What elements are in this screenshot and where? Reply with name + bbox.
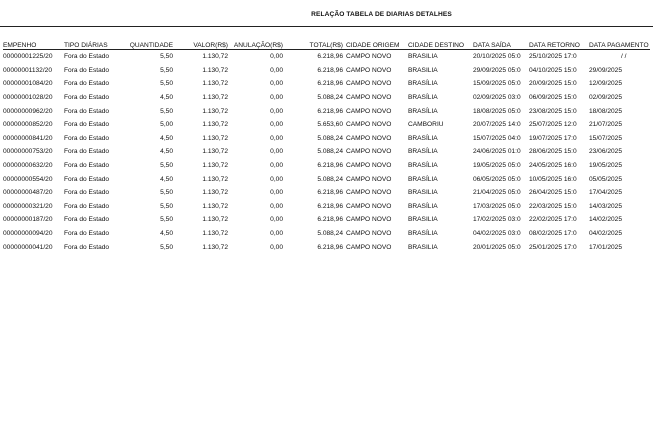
- report-title: RELAÇÃO TABELA DE DIARIAS DETALHES: [311, 11, 452, 18]
- cell-saida: 20/07/2025 14:0: [473, 121, 521, 129]
- cell-anulacao: 0,00: [270, 189, 283, 197]
- col-header-empenho: EMPENHO: [3, 40, 64, 50]
- cell-retorno: 25/01/2025 17:0: [529, 243, 577, 251]
- cell-tipo: Fora do Estado: [64, 94, 110, 102]
- col-header-destino: CIDADE DESTINO: [405, 40, 470, 50]
- cell-empenho: 00000000187/20: [3, 216, 53, 224]
- cell-quantidade: 5,50: [160, 216, 173, 224]
- cell-empenho: 00000000041/20: [3, 243, 53, 251]
- cell-saida: 15/07/2025 04:0: [473, 134, 521, 142]
- cell-retorno: 28/06/2025 15:0: [529, 148, 577, 156]
- cell-tipo: Fora do Estado: [64, 162, 110, 170]
- cell-destino: BRASÍLIA: [408, 175, 438, 183]
- table-header-row: [3, 40, 650, 50]
- cell-quantidade: 5,50: [160, 66, 173, 74]
- cell-pagamento: 23/06/2025: [589, 148, 623, 156]
- cell-total: 5.088,24: [317, 230, 343, 238]
- cell-pagamento: 17/04/2025: [589, 189, 623, 197]
- cell-valor: 1.130,72: [202, 189, 228, 197]
- cell-total: 6.218,96: [317, 107, 343, 115]
- cell-valor: 1.130,72: [202, 66, 228, 74]
- cell-quantidade: 5,50: [160, 107, 173, 115]
- cell-anulacao: 0,00: [270, 134, 283, 142]
- cell-valor: 1.130,72: [202, 148, 228, 156]
- cell-destino: BRASÍLIA: [408, 134, 438, 142]
- cell-total: 6.218,96: [317, 243, 343, 251]
- cell-tipo: Fora do Estado: [64, 230, 110, 238]
- table-row: [3, 159, 650, 173]
- cell-pagamento: 14/03/2025: [589, 202, 623, 210]
- col-header-quantidade: QUANTIDADE: [119, 40, 173, 50]
- cell-pagamento: 19/05/2025: [589, 162, 623, 170]
- diarias-table: [3, 40, 650, 254]
- cell-total: 5.088,24: [317, 175, 343, 183]
- cell-anulacao: 0,00: [270, 53, 283, 61]
- cell-saida: 06/05/2025 05:0: [473, 175, 521, 183]
- cell-origem: CAMPO NOVO: [346, 53, 392, 61]
- cell-destino: BRASILIA: [408, 216, 438, 224]
- cell-valor: 1.130,72: [202, 121, 228, 129]
- cell-retorno: 04/10/2025 15:0: [529, 66, 577, 74]
- cell-origem: CAMPO NOVO: [346, 202, 392, 210]
- table-row: [3, 240, 650, 254]
- cell-anulacao: 0,00: [270, 162, 283, 170]
- cell-tipo: Fora do Estado: [64, 134, 110, 142]
- report-header: [0, 0, 653, 27]
- cell-anulacao: 0,00: [270, 216, 283, 224]
- cell-origem: CAMPO NOVO: [346, 189, 392, 197]
- cell-anulacao: 0,00: [270, 94, 283, 102]
- cell-anulacao: 0,00: [270, 148, 283, 156]
- cell-tipo: Fora do Estado: [64, 121, 110, 129]
- cell-empenho: 00000001028/20: [3, 94, 53, 102]
- cell-retorno: 25/07/2025 12:0: [529, 121, 577, 129]
- cell-origem: CAMPO NOVO: [346, 66, 392, 74]
- cell-tipo: Fora do Estado: [64, 53, 110, 61]
- cell-destino: BRASÍLIA: [408, 80, 438, 88]
- table-row: [3, 64, 650, 78]
- cell-tipo: Fora do Estado: [64, 175, 110, 183]
- table-row: [3, 145, 650, 159]
- table-row: [3, 200, 650, 214]
- cell-empenho: 00000000753/20: [3, 148, 53, 156]
- cell-pagamento: 15/07/2025: [589, 134, 623, 142]
- cell-valor: 1.130,72: [202, 202, 228, 210]
- cell-quantidade: 5,50: [160, 243, 173, 251]
- cell-retorno: 20/09/2025 15:0: [529, 80, 577, 88]
- cell-valor: 1.130,72: [202, 230, 228, 238]
- table-row: [3, 186, 650, 200]
- cell-destino: BRASÍLIA: [408, 107, 438, 115]
- cell-empenho: 00000000094/20: [3, 230, 53, 238]
- cell-quantidade: 4,50: [160, 175, 173, 183]
- cell-origem: CAMPO NOVO: [346, 80, 392, 88]
- cell-retorno: 19/07/2025 17:0: [529, 134, 577, 142]
- cell-empenho: 00000000321/20: [3, 202, 53, 210]
- cell-origem: CAMPO NOVO: [346, 134, 392, 142]
- cell-destino: BRASÍLIA: [408, 162, 438, 170]
- cell-retorno: 24/05/2025 16:0: [529, 162, 577, 170]
- cell-destino: CAMBORIU: [408, 121, 444, 129]
- table-row: [3, 77, 650, 91]
- cell-empenho: 00000001225/20: [3, 53, 53, 61]
- cell-total: 6.218,96: [317, 66, 343, 74]
- table-row: [3, 118, 650, 132]
- cell-total: 5.088,24: [317, 134, 343, 142]
- table-row: [3, 50, 650, 64]
- cell-anulacao: 0,00: [270, 175, 283, 183]
- cell-retorno: 06/09/2025 15:0: [529, 94, 577, 102]
- cell-quantidade: 5,50: [160, 162, 173, 170]
- cell-empenho: 00000000632/20: [3, 162, 53, 170]
- cell-anulacao: 0,00: [270, 107, 283, 115]
- cell-saida: 02/09/2025 03:0: [473, 94, 521, 102]
- cell-anulacao: 0,00: [270, 80, 283, 88]
- cell-anulacao: 0,00: [270, 121, 283, 129]
- cell-empenho: 00000000487/20: [3, 189, 53, 197]
- cell-valor: 1.130,72: [202, 107, 228, 115]
- cell-origem: CAMPO NOVO: [346, 216, 392, 224]
- cell-total: 5.088,24: [317, 94, 343, 102]
- cell-saida: 20/10/2025 05:0: [473, 53, 521, 61]
- cell-origem: CAMPO NOVO: [346, 230, 392, 238]
- cell-pagamento: 29/09/2025: [589, 66, 623, 74]
- cell-tipo: Fora do Estado: [64, 80, 110, 88]
- cell-destino: BRASILIA: [408, 243, 438, 251]
- cell-quantidade: 5,50: [160, 80, 173, 88]
- cell-tipo: Fora do Estado: [64, 189, 110, 197]
- cell-destino: BRASILIA: [408, 66, 438, 74]
- cell-empenho: 00000000852/20: [3, 121, 53, 129]
- cell-saida: 17/02/2025 03:0: [473, 216, 521, 224]
- col-header-retorno: DATA RETORNO: [526, 40, 586, 50]
- cell-saida: 15/09/2025 05:0: [473, 80, 521, 88]
- cell-origem: CAMPO NOVO: [346, 148, 392, 156]
- cell-tipo: Fora do Estado: [64, 202, 110, 210]
- cell-retorno: 08/02/2025 17:0: [529, 230, 577, 238]
- cell-quantidade: 5,50: [160, 53, 173, 61]
- cell-total: 5.653,60: [317, 121, 343, 129]
- cell-retorno: 23/08/2025 15:0: [529, 107, 577, 115]
- cell-valor: 1.130,72: [202, 162, 228, 170]
- cell-origem: CAMPO NOVO: [346, 121, 392, 129]
- table-row: [3, 132, 650, 146]
- cell-destino: BRASÍLIA: [408, 94, 438, 102]
- cell-valor: 1.130,72: [202, 80, 228, 88]
- cell-pagamento: 17/01/2025: [589, 243, 623, 251]
- cell-pagamento: / /: [621, 53, 627, 61]
- cell-retorno: 22/03/2025 15:0: [529, 202, 577, 210]
- cell-valor: 1.130,72: [202, 94, 228, 102]
- cell-saida: 04/02/2025 03:0: [473, 230, 521, 238]
- cell-saida: 17/03/2025 05:0: [473, 202, 521, 210]
- cell-total: 5.088,24: [317, 148, 343, 156]
- col-header-anulacao: ANULAÇÃO(R$): [228, 40, 283, 50]
- cell-empenho: 00000001084/20: [3, 80, 53, 88]
- cell-total: 6.218,96: [317, 80, 343, 88]
- col-header-origem: CIDADE ORIGEM: [343, 40, 405, 50]
- cell-pagamento: 21/07/2025: [589, 121, 623, 129]
- cell-valor: 1.130,72: [202, 175, 228, 183]
- cell-origem: CAMPO NOVO: [346, 162, 392, 170]
- cell-tipo: Fora do Estado: [64, 107, 110, 115]
- table-row: [3, 227, 650, 241]
- cell-saida: 21/04/2025 05:0: [473, 189, 521, 197]
- cell-anulacao: 0,00: [270, 230, 283, 238]
- cell-destino: BRASÍLIA: [408, 230, 438, 238]
- cell-origem: CAMPO NOVO: [346, 107, 392, 115]
- cell-destino: BRASILIA: [408, 189, 438, 197]
- cell-quantidade: 5,50: [160, 189, 173, 197]
- cell-saida: 19/05/2025 05:0: [473, 162, 521, 170]
- cell-valor: 1.130,72: [202, 53, 228, 61]
- cell-valor: 1.130,72: [202, 243, 228, 251]
- cell-quantidade: 4,50: [160, 148, 173, 156]
- cell-tipo: Fora do Estado: [64, 66, 110, 74]
- cell-retorno: 22/02/2025 17:0: [529, 216, 577, 224]
- cell-quantidade: 5,50: [160, 202, 173, 210]
- cell-tipo: Fora do Estado: [64, 216, 110, 224]
- cell-destino: BRASÍLIA: [408, 148, 438, 156]
- cell-tipo: Fora do Estado: [64, 148, 110, 156]
- table-row: [3, 213, 650, 227]
- cell-empenho: 00000000554/20: [3, 175, 53, 183]
- cell-origem: CAMPO NOVO: [346, 243, 392, 251]
- cell-saida: 20/01/2025 05:0: [473, 243, 521, 251]
- col-header-tipo: TIPO DIÁRIAS: [64, 40, 119, 50]
- cell-retorno: 10/05/2025 16:0: [529, 175, 577, 183]
- cell-quantidade: 4,50: [160, 134, 173, 142]
- cell-saida: 18/08/2025 05:0: [473, 107, 521, 115]
- table-row: [3, 91, 650, 105]
- table-row: [3, 104, 650, 118]
- cell-saida: 29/09/2025 05:0: [473, 66, 521, 74]
- cell-valor: 1.130,72: [202, 134, 228, 142]
- table-row: [3, 172, 650, 186]
- cell-total: 6.218,96: [317, 162, 343, 170]
- cell-destino: BRASILIA: [408, 53, 438, 61]
- cell-retorno: 25/10/2025 17:0: [529, 53, 577, 61]
- cell-retorno: 26/04/2025 15:0: [529, 189, 577, 197]
- cell-pagamento: 14/02/2025: [589, 216, 623, 224]
- cell-destino: BRASÍLIA: [408, 202, 438, 210]
- cell-valor: 1.130,72: [202, 216, 228, 224]
- cell-pagamento: 12/09/2025: [589, 80, 623, 88]
- cell-empenho: 00000001132/20: [3, 66, 53, 74]
- col-header-total: TOTAL(R$): [283, 40, 343, 50]
- cell-quantidade: 5,00: [160, 121, 173, 129]
- cell-quantidade: 4,50: [160, 94, 173, 102]
- cell-pagamento: 04/02/2025: [589, 230, 623, 238]
- cell-anulacao: 0,00: [270, 202, 283, 210]
- cell-origem: CAMPO NOVO: [346, 175, 392, 183]
- cell-empenho: 00000000841/20: [3, 134, 53, 142]
- col-header-pagamento: DATA PAGAMENTO: [586, 40, 650, 50]
- cell-total: 6.218,96: [317, 216, 343, 224]
- cell-total: 6.218,96: [317, 53, 343, 61]
- cell-origem: CAMPO NOVO: [346, 94, 392, 102]
- cell-quantidade: 4,50: [160, 230, 173, 238]
- cell-anulacao: 0,00: [270, 66, 283, 74]
- cell-total: 6.218,96: [317, 202, 343, 210]
- cell-pagamento: 02/09/2025: [589, 94, 623, 102]
- cell-tipo: Fora do Estado: [64, 243, 110, 251]
- cell-pagamento: 18/08/2025: [589, 107, 623, 115]
- col-header-valor: VALOR(R$): [173, 40, 228, 50]
- cell-saida: 24/06/2025 01:0: [473, 148, 521, 156]
- cell-empenho: 00000000962/20: [3, 107, 53, 115]
- cell-anulacao: 0,00: [270, 243, 283, 251]
- col-header-saida: DATA SAÍDA: [470, 40, 526, 50]
- cell-pagamento: 05/05/2025: [589, 175, 623, 183]
- cell-total: 6.218,96: [317, 189, 343, 197]
